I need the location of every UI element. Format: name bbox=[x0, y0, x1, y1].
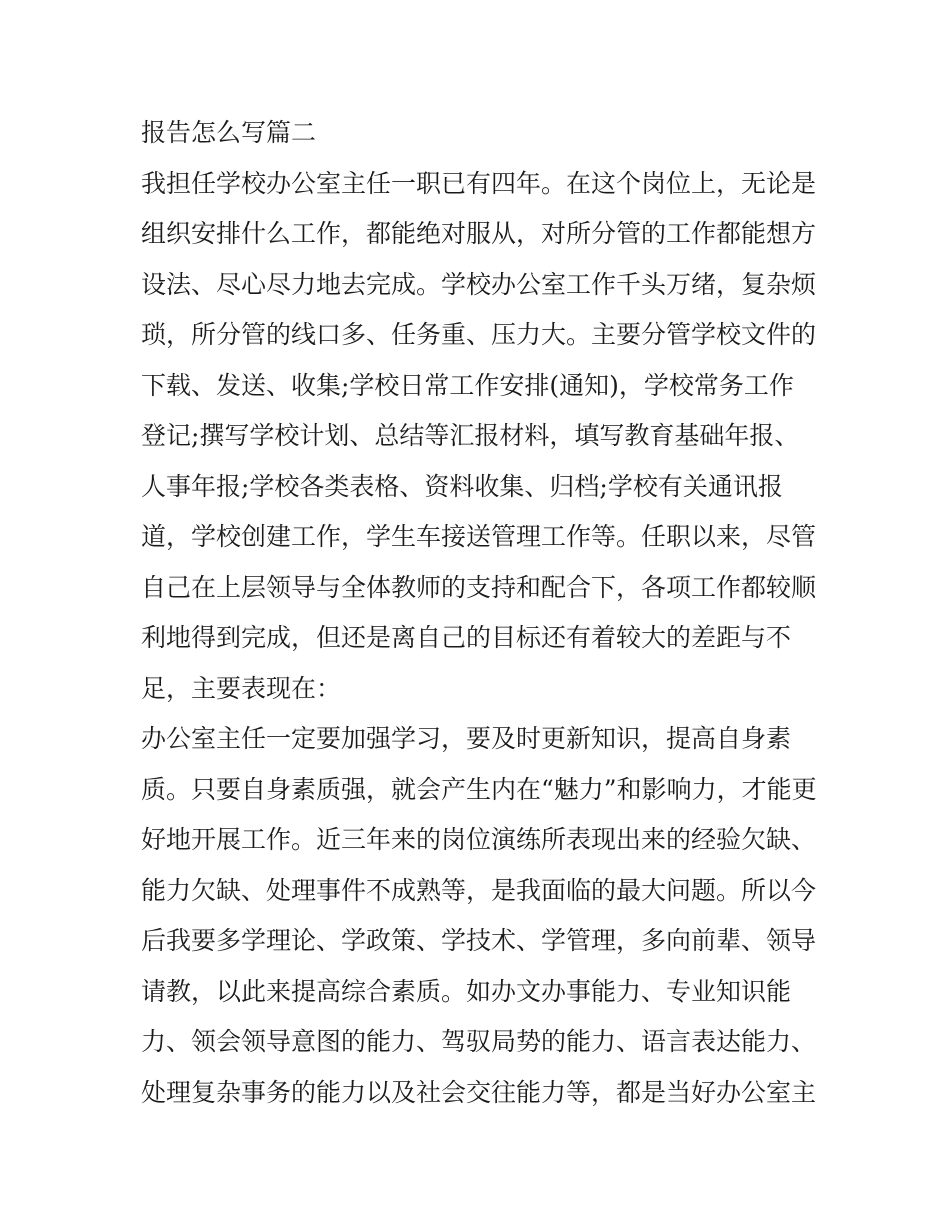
text-line: 琐，所分管的线口多、任务重、压力大。主要分管学校文件的 bbox=[141, 320, 817, 349]
text-line: 足，主要表现在： bbox=[141, 673, 342, 703]
text-line: 人事年报;学校各类表格、资料收集、归档;学校有关通讯报 bbox=[141, 471, 783, 501]
text-line: 下载、发送、收集;学校日常工作安排(通知)，学校常务工作 bbox=[141, 370, 794, 400]
text-line: 请教，以此来提高综合素质。如办文办事能力、专业知识能 bbox=[141, 976, 792, 1006]
text-line: 登记;撰写学校计划、总结等汇报材料，填写教育基础年报、 bbox=[141, 421, 800, 450]
text-line: 质。只要自身素质强，就会产生内在“魅力”和影响力，才能更 bbox=[141, 774, 817, 804]
text-line: 好地开展工作。近三年来的岗位演练所表现出来的经验欠缺、 bbox=[141, 825, 817, 854]
section-heading: 报告怎么写篇二 bbox=[141, 118, 317, 147]
text-line: 办公室主任一定要加强学习，要及时更新知识，提高自身素 bbox=[141, 724, 792, 753]
text-line: 道，学校创建工作，学生车接送管理工作等。任职以来，尽管 bbox=[141, 522, 817, 551]
text-line: 自己在上层领导与全体教师的支持和配合下，各项工作都较顺 bbox=[141, 572, 817, 602]
text-line: 利地得到完成，但还是离自己的目标还有着较大的差距与不 bbox=[141, 623, 792, 652]
text-line: 力、领会领导意图的能力、驾驭局势的能力、语言表达能力、 bbox=[141, 1027, 817, 1056]
text-line: 组织安排什么工作，都能绝对服从，对所分管的工作都能想方 bbox=[141, 219, 817, 248]
text-line: 设法、尽心尽力地去完成。学校办公室工作千头万绪，复杂烦 bbox=[141, 269, 817, 299]
document-body bbox=[141, 108, 821, 1118]
text-line: 后我要多学理论、学政策、学技术、学管理，多向前辈、领导 bbox=[141, 926, 817, 955]
text-line: 我担任学校办公室主任一职已有四年。在这个岗位上，无论是 bbox=[141, 168, 817, 198]
text-line: 能力欠缺、处理事件不成熟等，是我面临的最大问题。所以今 bbox=[141, 875, 817, 905]
text-line: 处理复杂事务的能力以及社会交往能力等，都是当好办公室主 bbox=[141, 1077, 817, 1107]
